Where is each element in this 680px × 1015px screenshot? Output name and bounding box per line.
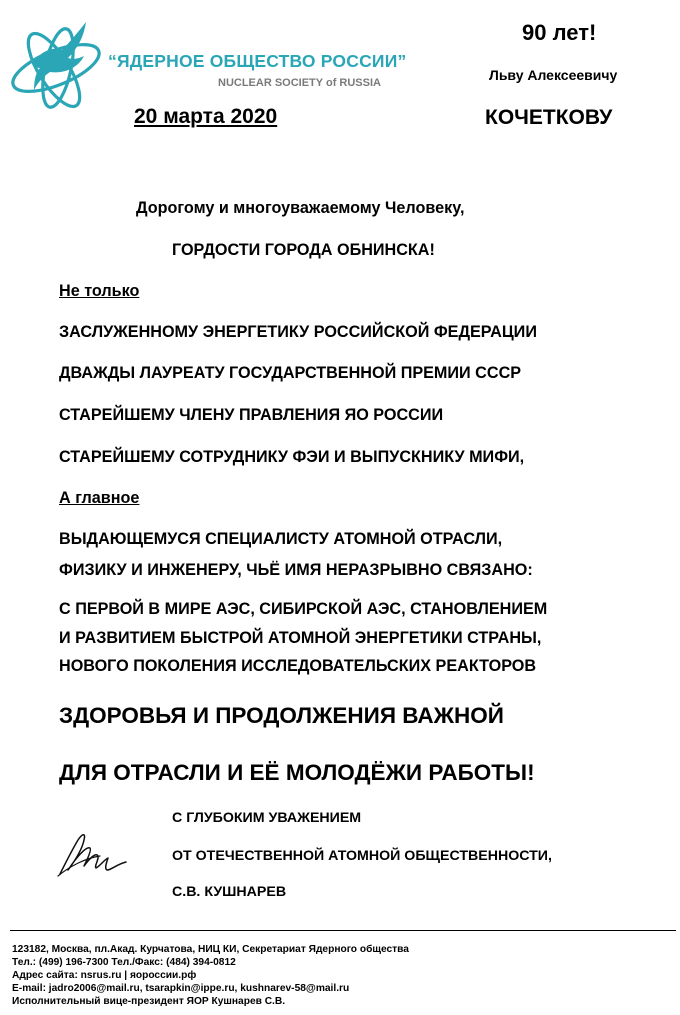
not-only-label: Не только [59,282,140,300]
recipient-surname: КОЧЕТКОВУ [485,106,613,129]
achievement-line: И РАЗВИТИЕМ БЫСТРОЙ АТОМНОЙ ЭНЕРГЕТИКИ СТРАНЫ, [59,629,542,647]
footer-signatory: Исполнительный вице-президент ЯОР Кушнарев С.В. [12,996,286,1007]
recipient-name: Льву Алексеевичу [489,67,618,83]
footer-email: E-mail: jadro2006@mail.ru, tsarapkin@ippe.ru, kushnarev-58@mail.ru [12,983,350,994]
letter-date: 20 марта 2020 [134,105,278,128]
anniversary-title: 90 лет! [522,20,597,45]
title-line: ДВАЖДЫ ЛАУРЕАТУ ГОСУДАРСТВЕННОЙ ПРЕМИИ СССР [59,364,522,382]
specialist-line: ФИЗИКУ И ИНЖЕНЕРУ, ЧЬЁ ИМЯ НЕРАЗРЫВНО СВЯЗАНО: [59,561,533,579]
title-line: СТАРЕЙШЕМУ СОТРУДНИКУ ФЭИ И ВЫПУСКНИКУ МИФИ, [59,448,525,466]
title-line: ЗАСЛУЖЕННОМУ ЭНЕРГЕТИКУ РОССИЙСКОЙ ФЕДЕРАЦИИ [59,323,537,341]
regards-line: С ГЛУБОКИМ УВАЖЕНИЕМ [172,810,362,826]
pride-line: ГОРДОСТИ ГОРОДА ОБНИНСКА! [172,241,435,259]
org-name-ru: “ЯДЕРНОЕ ОБЩЕСТВО РОССИИ” [108,51,407,71]
title-line: СТАРЕЙШЕМУ ЧЛЕНУ ПРАВЛЕНИЯ ЯО РОССИИ [59,406,444,424]
signer-name: С.В. КУШНАРЕВ [172,884,287,900]
handwritten-signature [56,826,132,882]
from-line: ОТ ОТЕЧЕСТВЕННОЙ АТОМНОЙ ОБЩЕСТВЕННОСТИ, [172,848,552,864]
greeting: Дорогому и многоуважаемому Человеку, [136,199,465,217]
footer-divider [10,930,676,931]
nuclear-society-logo [4,12,114,124]
footer-address: 123182, Москва, пл.Акад. Курчатова, НИЦ КИ, Секретариат Ядерного общества [12,944,409,955]
footer-website: Адрес сайта: nsrus.ru | яороссии.рф [12,970,197,981]
wish-line: ДЛЯ ОТРАСЛИ И ЕЁ МОЛОДЁЖИ РАБОТЫ! [59,760,535,785]
main-label: А главное [59,489,140,507]
org-name-en: NUCLEAR SOCIETY of RUSSIA [218,77,381,89]
footer-phone: Тел.: (499) 196-7300 Тел./Факс: (484) 394-0812 [12,957,236,968]
achievement-line: С ПЕРВОЙ В МИРЕ АЭС, СИБИРСКОЙ АЭС, СТАНОВЛЕНИЕМ [59,600,548,618]
achievement-line: НОВОГО ПОКОЛЕНИЯ ИССЛЕДОВАТЕЛЬСКИХ РЕАКТОРОВ [59,657,537,675]
specialist-line: ВЫДАЮЩЕМУСЯ СПЕЦИАЛИСТУ АТОМНОЙ ОТРАСЛИ, [59,530,503,548]
wish-line: ЗДОРОВЬЯ И ПРОДОЛЖЕНИЯ ВАЖНОЙ [59,703,504,728]
